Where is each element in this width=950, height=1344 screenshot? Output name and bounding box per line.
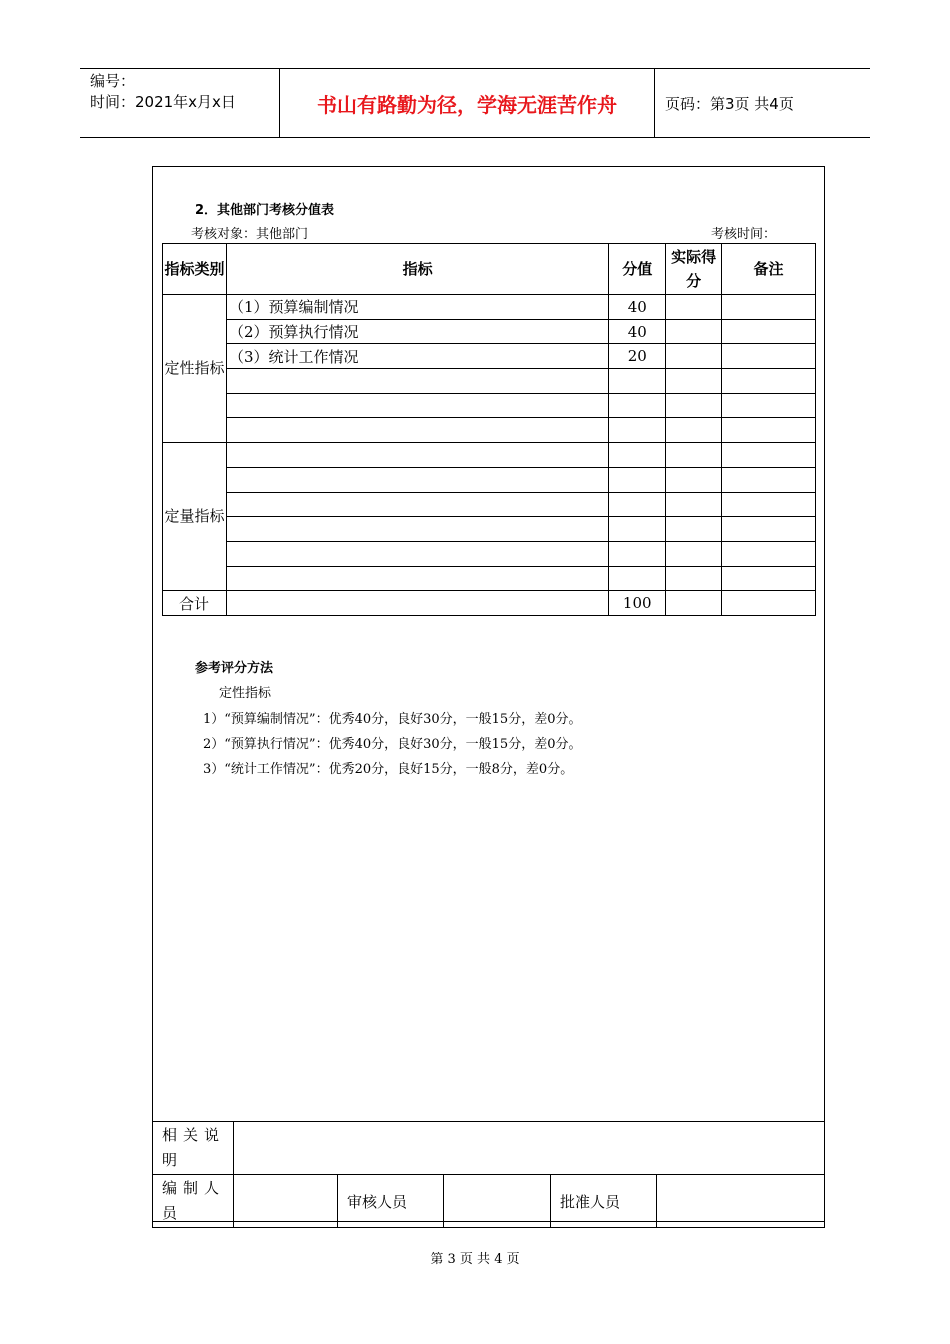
signature-row: [153, 1175, 825, 1228]
total-score: 100: [609, 591, 666, 616]
approver-field[interactable]: [657, 1175, 825, 1228]
actual-cell[interactable]: [666, 295, 722, 320]
total-row: [163, 591, 816, 616]
document-header: [80, 68, 870, 138]
method-subtitle: 定性指标: [219, 686, 272, 701]
score-cell: 20: [609, 344, 666, 369]
preparer-field[interactable]: [234, 1175, 338, 1228]
page-footer: 第 3 页 共 4 页: [430, 1252, 520, 1267]
indicator-cell: （2）预算执行情况: [226, 319, 608, 344]
score-table: [162, 243, 816, 616]
score-cell: 40: [609, 319, 666, 344]
assessment-meta: [191, 223, 781, 242]
quantitative-category: 定量指标: [163, 443, 227, 591]
table-row: [163, 344, 816, 369]
header-indicator: 指标: [226, 244, 608, 295]
header-actual: 实际得分: [666, 244, 722, 295]
rule-item: 2）“预算执行情况”：优秀40分，良好30分，一般15分，差0分。: [203, 737, 582, 752]
score-cell: 40: [609, 295, 666, 320]
content-frame: [152, 166, 825, 1222]
rule-item: 3）“统计工作情况”：优秀20分，良好15分，一般8分，差0分。: [203, 762, 574, 777]
indicator-cell: （3）统计工作情况: [226, 344, 608, 369]
indicator-cell: （1）预算编制情况: [226, 295, 608, 320]
preparer-label: 编制人员: [153, 1175, 234, 1228]
actual-cell[interactable]: [666, 319, 722, 344]
method-rules: [203, 707, 581, 782]
method-title: 参考评分方法: [195, 661, 274, 676]
table-row: [163, 517, 816, 542]
table-header-row: [163, 244, 816, 295]
notes-row: [153, 1122, 825, 1175]
code-label: 编号：: [90, 72, 136, 90]
table-row: [163, 541, 816, 566]
reviewer-label: 审核人员: [338, 1175, 444, 1228]
approver-label: 批准人员: [551, 1175, 657, 1228]
reviewer-field[interactable]: [444, 1175, 551, 1228]
header-page-info: 页码：第3页 共4页: [665, 94, 794, 113]
time-label: 时间：2021年x月x日: [90, 93, 236, 111]
assessment-time: 考核时间：: [711, 227, 777, 242]
remark-cell[interactable]: [722, 295, 816, 320]
table-row: [163, 319, 816, 344]
header-meta: [80, 69, 280, 137]
header-motto: 书山有路勤为径，学海无涯苦作舟: [280, 69, 655, 137]
actual-cell[interactable]: [666, 344, 722, 369]
assessment-target: 考核对象：其他部门: [191, 227, 309, 242]
remark-cell[interactable]: [722, 344, 816, 369]
table-row: [163, 566, 816, 591]
table-row: [163, 492, 816, 517]
table-row: [163, 393, 816, 418]
header-score: 分值: [609, 244, 666, 295]
notes-label: 相关说明: [153, 1122, 234, 1175]
header-category: 指标类别: [163, 244, 227, 295]
notes-field[interactable]: [234, 1122, 825, 1175]
table-row: [163, 369, 816, 394]
signature-table: [152, 1121, 825, 1228]
section-title: 2．其他部门考核分值表: [195, 203, 335, 218]
table-row: [163, 295, 816, 320]
total-remark-cell[interactable]: [722, 591, 816, 616]
table-row: [163, 467, 816, 492]
total-actual-cell[interactable]: [666, 591, 722, 616]
rule-item: 1）“预算编制情况”：优秀40分，良好30分，一般15分，差0分。: [203, 712, 582, 727]
header-remark: 备注: [722, 244, 816, 295]
table-row: [163, 418, 816, 443]
table-row: [163, 443, 816, 468]
remark-cell[interactable]: [722, 319, 816, 344]
total-label: 合计: [163, 591, 227, 616]
qualitative-category: 定性指标: [163, 295, 227, 443]
